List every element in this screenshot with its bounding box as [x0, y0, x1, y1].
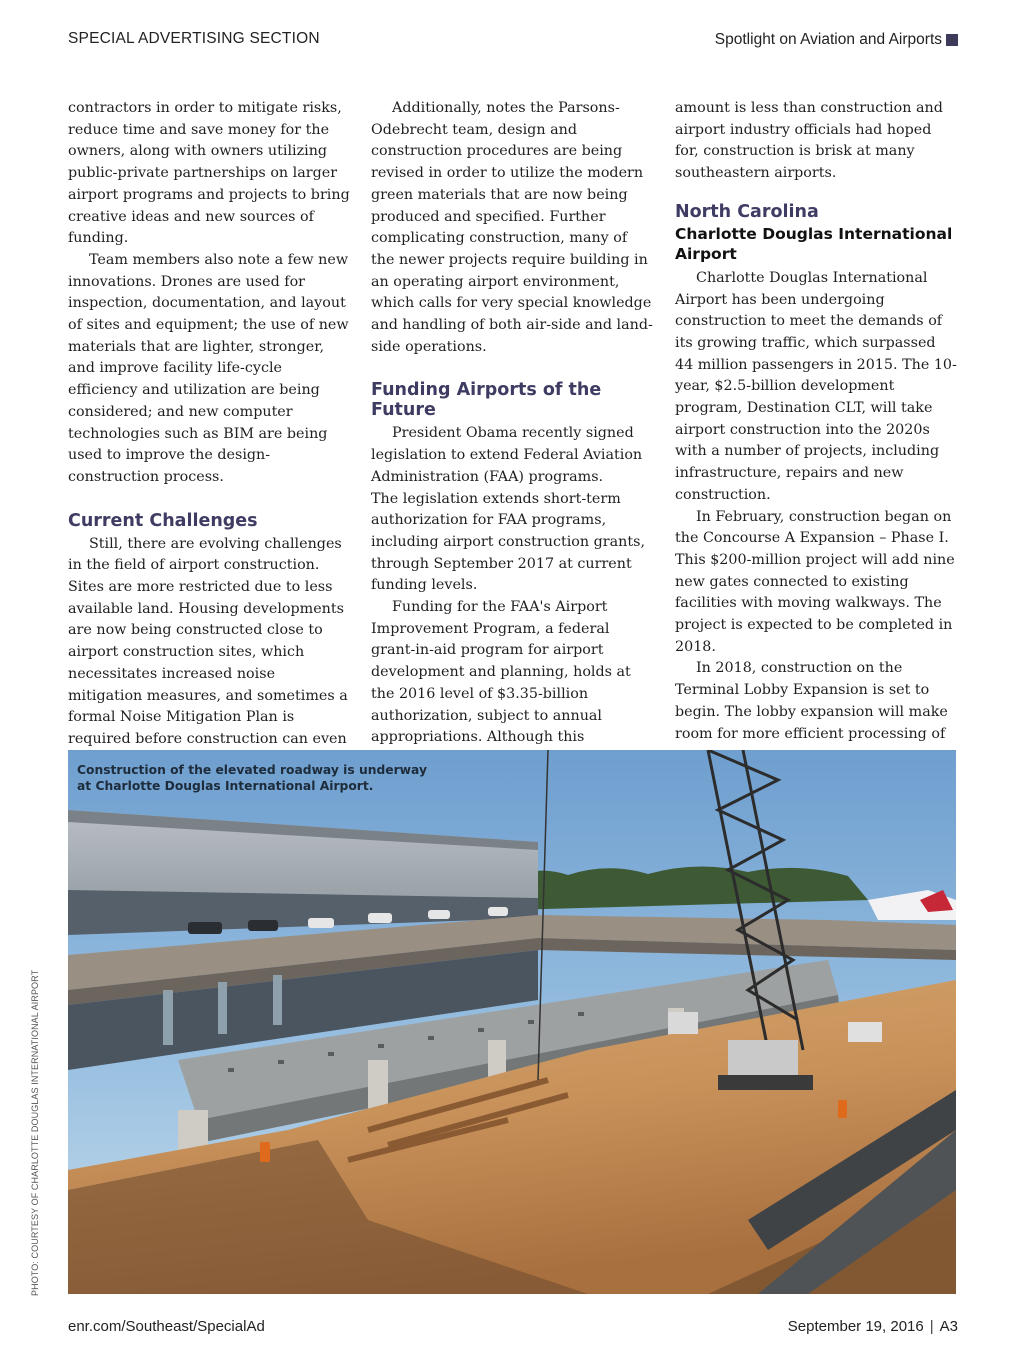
- footer-separator: |: [929, 1318, 934, 1335]
- paragraph: amount is less than construction and airport industry officials had hoped for, construction is brisk at many southeastern airports.: [675, 100, 943, 182]
- spotlight-title-text: Spotlight on Aviation and Airports: [714, 31, 942, 48]
- construction-photo: [68, 750, 956, 1294]
- paragraph: Team members also note a few new innovations. Drones are used for inspection, documentation, and layout of sites and equipment; the use of new materials that are lighter, stronger, and improve facility life-cycle efficiency and utilization are being considered; and new computer technologies such as BIM are being used to improve the design-construction process.: [68, 251, 349, 485]
- heading-north-carolina: North Carolina: [675, 201, 819, 222]
- paragraph: Funding for the FAA's Airport Improvement Program, a federal grant-in-aid program for airport development and planning, holds at the 2016 level of $3.35-billion authorization, subject to annual appropriations. Although this: [371, 599, 631, 746]
- paragraph: Charlotte Douglas International Airport has been undergoing construction to meet the demands of its growing traffic, which surpassed 44 million passengers in 2015. The 10-year, $2.5-billion development program, Destination CLT, will take airport construction into the 2020s with a number of projects, including infrastructure, repairs and new construction.: [675, 269, 957, 503]
- paragraph: In February, construction began on the Concourse A Expansion – Phase I. This $200-million project will add nine new gates connected to existing facilities with moving walkways. The project is expected to be completed in 2018.: [675, 508, 955, 655]
- article-column-1: [68, 98, 351, 772]
- footer-url: enr.com/Southeast/SpecialAd: [68, 1318, 265, 1335]
- paragraph: Additionally, notes the Parsons-Odebrecht team, design and construction procedures are being revised in order to utilize the modern green materials that are now being produced and specified. Further complicating construction, many of the newer projects require building in an operating airport environment, which calls for very special knowledge and handling of both air-side and land-side operations.: [371, 100, 653, 355]
- heading-funding-airports: Funding Airports of the Future: [371, 380, 602, 421]
- paragraph: President Obama recently signed legislation to extend Federal Aviation Administration (FAA) programs.: [371, 425, 643, 485]
- photo-caption: Construction of the elevated roadway is underway at Charlotte Douglas International Airport.: [77, 763, 427, 793]
- construction-photo-illustration: [68, 750, 956, 1294]
- article-column-3: [675, 98, 958, 745]
- paragraph: Still, there are evolving challenges in the field of airport construction. Sites are more restricted due to less available land. Housing developments are now being constructed close to airport construction sites, which necessitates increased noise mitigation measures, and sometimes a formal Noise Mitigation Plan is required before construction can even: [68, 535, 348, 747]
- spotlight-title: [715, 31, 958, 49]
- footer-date-page: [788, 1318, 958, 1335]
- page-number: A3: [939, 1318, 958, 1335]
- square-icon: [946, 34, 958, 46]
- photo-credit: PHOTO: COURTESY OF CHARLOTTE DOUGLAS INTERNATIONAL AIRPORT: [30, 969, 40, 1296]
- section-label: SPECIAL ADVERTISING SECTION: [68, 30, 320, 47]
- paragraph: contractors in order to mitigate risks, reduce time and save money for the owners, along with owners utilizing public-private partnerships on larger airport programs and projects to bring creative ideas and new sources of funding.: [68, 100, 350, 247]
- article-column-2: [371, 98, 654, 749]
- footer-date: September 19, 2016: [787, 1318, 924, 1335]
- paragraph: The legislation extends short-term authorization for FAA programs, including airport construction grants, through September 2017 at current funding levels.: [371, 490, 645, 594]
- subheading-charlotte-airport: Charlotte Douglas International Airport: [675, 224, 953, 263]
- heading-current-challenges: Current Challenges: [68, 510, 258, 531]
- paragraph: In 2018, construction on the Terminal Lobby Expansion is set to begin. The lobby expansion will make room for more efficient processing of: [675, 660, 948, 742]
